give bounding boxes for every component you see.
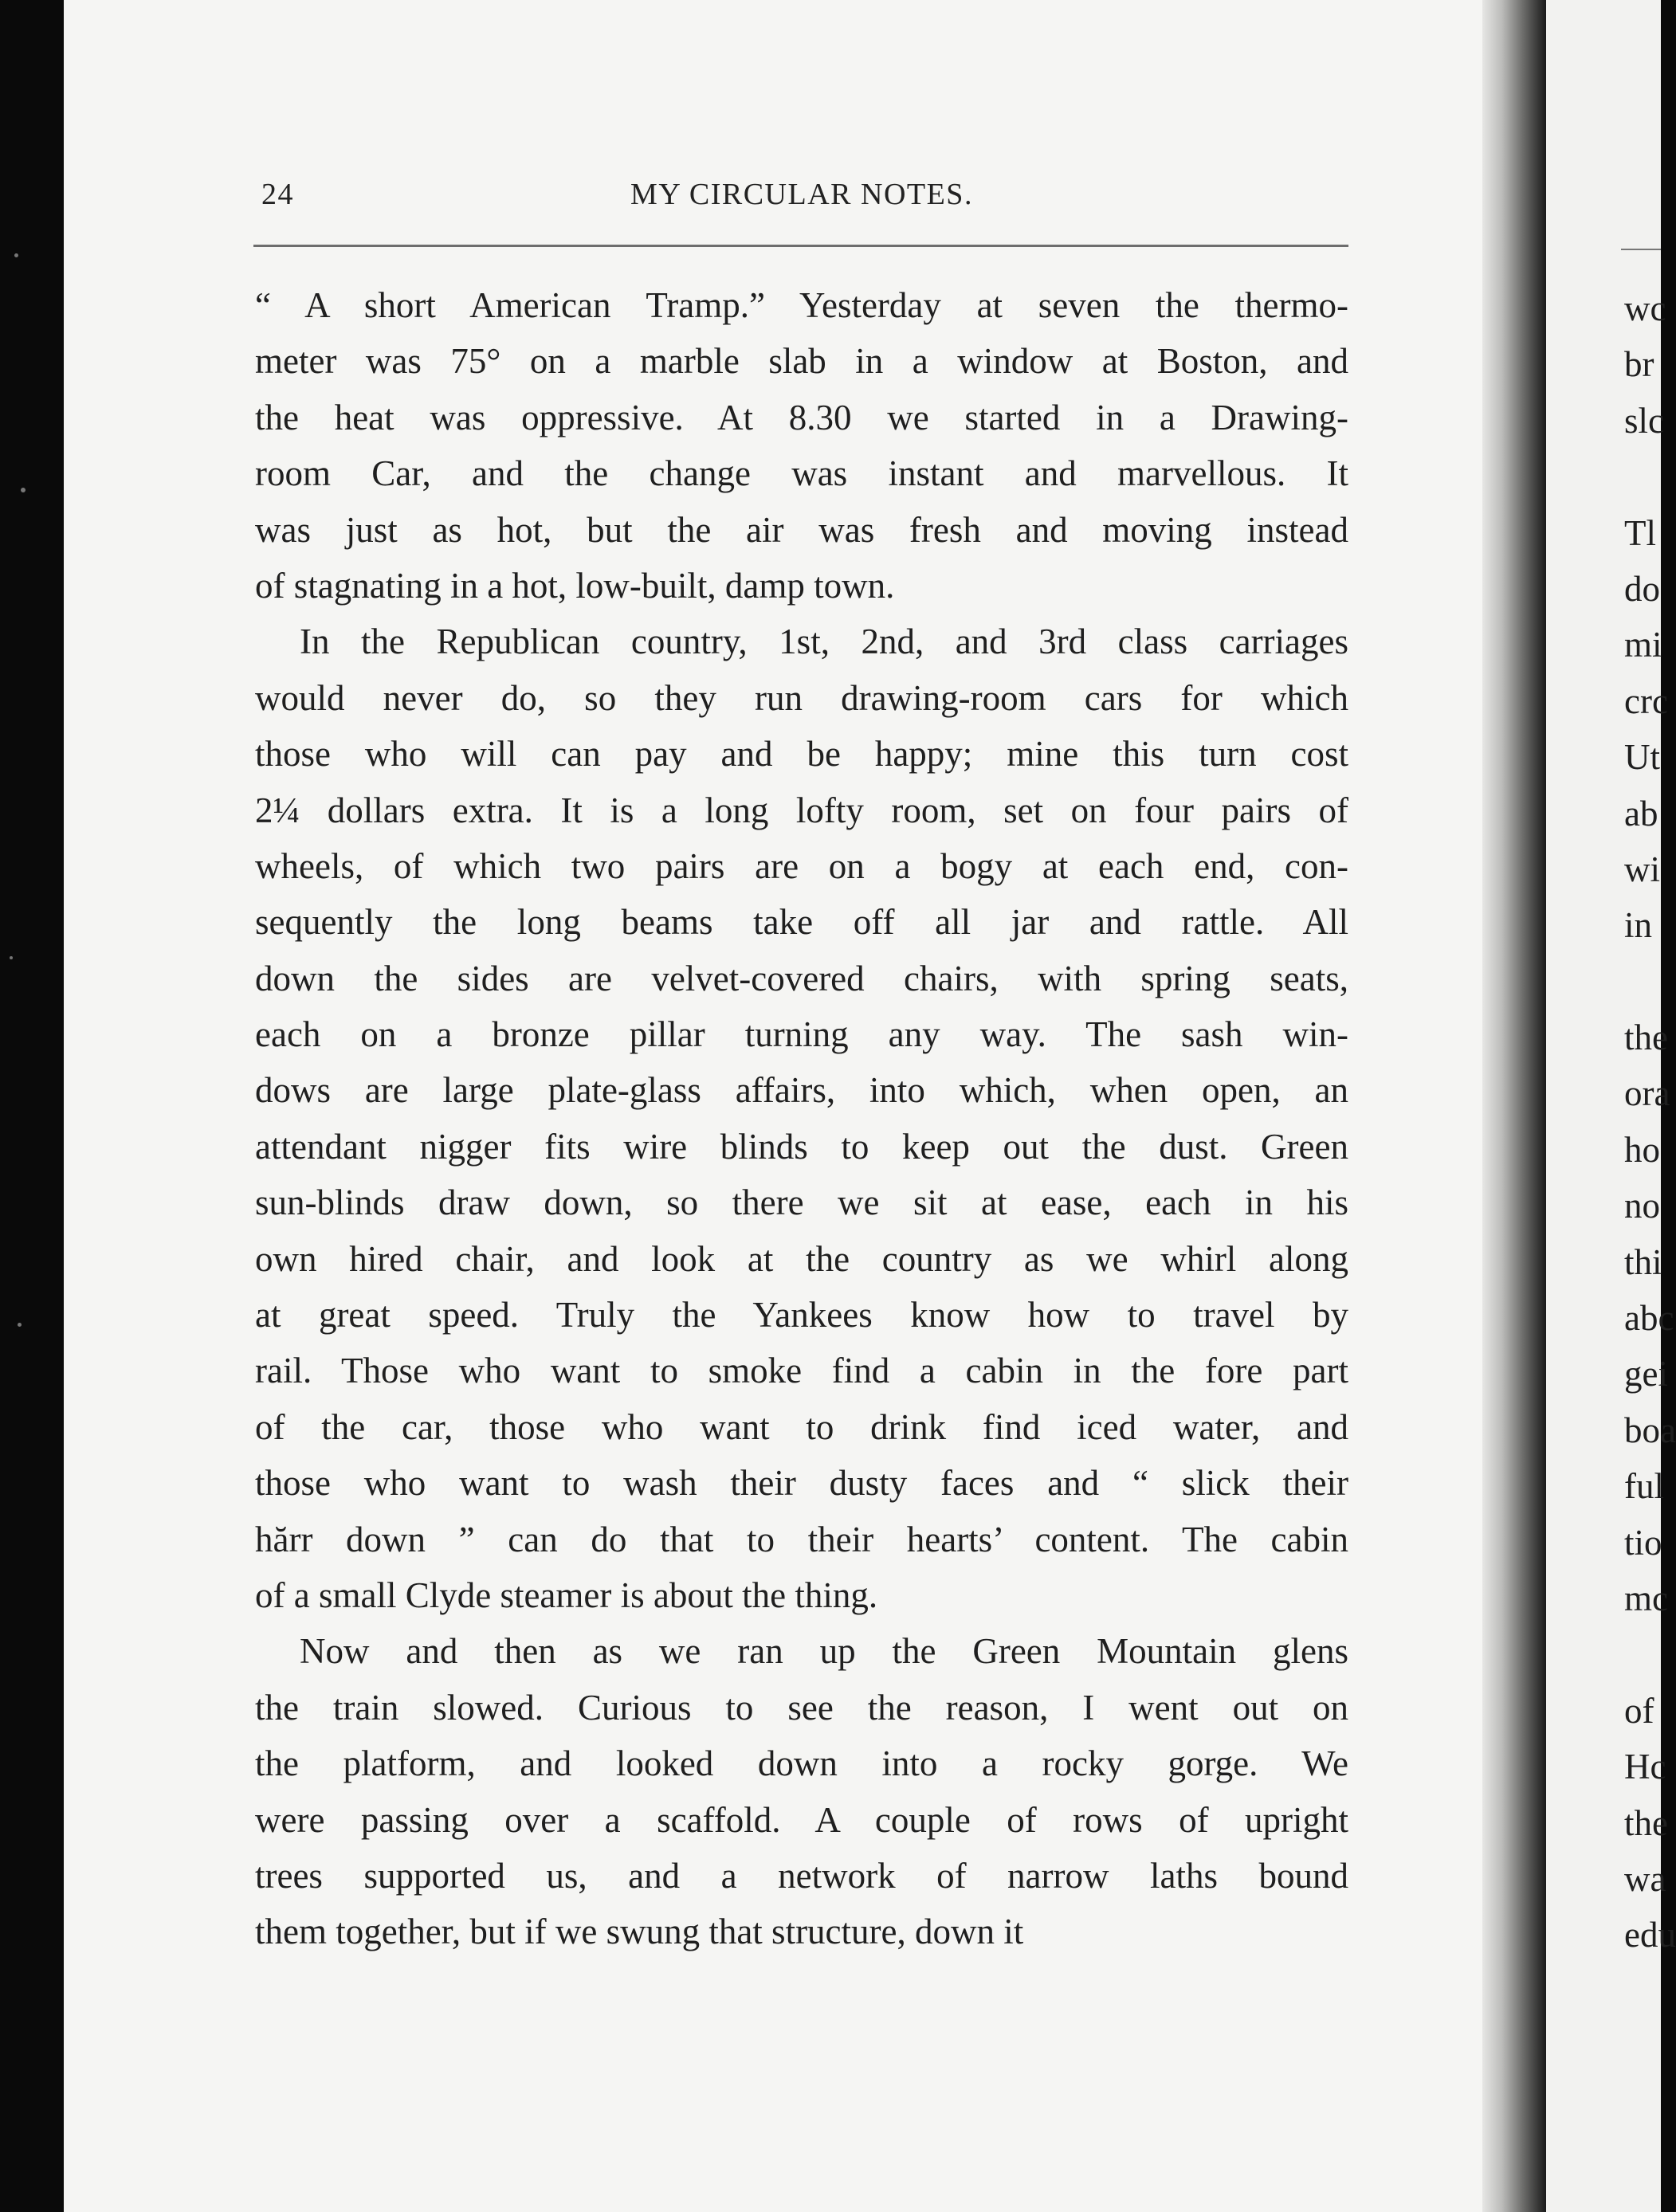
facing-page-fragment: mc — [1624, 1578, 1668, 1618]
facing-page-fragment — [1624, 1626, 1676, 1682]
text-line: sequently the long beams take off all jar and rattle. All — [255, 902, 1348, 943]
scan-speck — [18, 1323, 22, 1327]
facing-page-fragment: in — [1624, 905, 1653, 946]
facing-page-fragment: tio — [1624, 1522, 1662, 1563]
facing-page-fragment: wi — [1624, 849, 1660, 889]
facing-page-fragment: crc — [1624, 680, 1668, 721]
facing-page-fragment: abc — [1624, 1298, 1674, 1339]
facing-page-fragment: no — [1624, 1186, 1660, 1226]
text-line: the platform, and looked down into a rocky gorge. We — [255, 1743, 1348, 1784]
text-line: Now and then as we ran up the Green Mountain glens — [300, 1631, 1348, 1672]
text-line: dows are large plate-glass affairs, into which, when open, an — [255, 1070, 1348, 1111]
text-line: them together, but if we swung that structure, down it — [255, 1912, 1024, 1952]
text-line: down the sides are velvet-covered chairs, with spring seats, — [255, 958, 1348, 998]
body-text — [255, 277, 1348, 1960]
facing-page-fragment: Ut — [1624, 737, 1660, 778]
text-line: the heat was oppressive. At 8.30 we started in a Drawing- — [255, 397, 1348, 437]
text-line: meter was 75° on a marble slab in a window at Boston, and — [255, 341, 1348, 382]
facing-page-fragment: gei — [1624, 1354, 1668, 1394]
facing-page-fragment: boa — [1624, 1410, 1676, 1450]
header-rule — [253, 245, 1348, 247]
text-line: trees supported us, and a network of narrow laths bound — [255, 1855, 1348, 1896]
text-line: would never do, so they run drawing-room cars for which — [255, 677, 1348, 718]
text-line: rail. Those who want to smoke find a cabin in the fore part — [255, 1351, 1348, 1391]
paragraph — [255, 1623, 1348, 1959]
scan-speck — [21, 488, 26, 492]
text-line: those who will can pay and be happy; mine this turn cost — [255, 734, 1348, 775]
text-line: own hired chair, and look at the country as we whirl along — [255, 1238, 1348, 1279]
text-line: In the Republican country, 1st, 2nd, and 3rd class carriages — [300, 622, 1348, 662]
facing-page-fragment: ora — [1624, 1073, 1670, 1114]
facing-page-text — [1624, 280, 1676, 1963]
page-number: 24 — [261, 178, 294, 211]
running-title: MY CIRCULAR NOTES. — [630, 178, 973, 211]
paragraph — [255, 614, 1348, 1623]
book-gutter — [1482, 0, 1546, 2212]
facing-page-fragment — [1624, 449, 1676, 504]
text-line: at great speed. Truly the Yankees know how to travel by — [255, 1295, 1348, 1335]
facing-page-fragment: thi — [1624, 1241, 1662, 1282]
facing-page-fragment — [1624, 954, 1676, 1010]
text-line: “ A short American Tramp.” Yesterday at seven the thermo- — [255, 285, 1348, 325]
facing-page-fragment: ab — [1624, 793, 1658, 833]
text-line: the train slowed. Curious to see the reason, I went out on — [255, 1687, 1348, 1728]
facing-page-fragment: slc — [1624, 400, 1664, 441]
text-line: room Car, and the change was instant and marvellous. It — [255, 453, 1348, 494]
facing-page-fragment: do — [1624, 568, 1660, 609]
facing-page-fragment: ho — [1624, 1129, 1660, 1170]
facing-page — [1546, 0, 1676, 2212]
text-line: of the car, those who want to drink find iced water, and — [255, 1406, 1348, 1447]
running-head — [255, 177, 1348, 222]
facing-page-fragment: wa — [1624, 1858, 1666, 1899]
scan-speck — [14, 253, 18, 257]
text-line: attendant nigger fits wire blinds to keep out the dust. Green — [255, 1126, 1348, 1167]
text-line: each on a bronze pillar turning any way. The sash win- — [255, 1014, 1348, 1055]
facing-page-fragment: the — [1624, 1018, 1668, 1058]
text-line: were passing over a scaffold. A couple of rows of upright — [255, 1799, 1348, 1840]
facing-page-fragment: Tl — [1624, 512, 1656, 553]
facing-page-fragment: edu — [1624, 1915, 1676, 1955]
facing-page-fragment: wc — [1624, 288, 1666, 328]
facing-page-rule — [1621, 249, 1661, 250]
facing-page-fragment: of — [1624, 1690, 1654, 1731]
facing-page-fragment: the — [1624, 1802, 1668, 1843]
scan-speck — [10, 956, 13, 959]
text-line: wheels, of which two pairs are on a bogy at each end, con- — [255, 845, 1348, 886]
facing-page-fragment: ful — [1624, 1466, 1664, 1507]
text-line: of stagnating in a hot, low-built, damp town. — [255, 565, 895, 606]
facing-page-fragment: Hc — [1624, 1747, 1666, 1787]
text-line: 2¼ dollars extra. It is a long lofty room, set on four pairs of — [255, 790, 1348, 830]
facing-page-fragment: mi — [1624, 625, 1662, 665]
text-line: hărr down ” can do that to their hearts’ content. The cabin — [255, 1519, 1348, 1559]
text-line: sun-blinds draw down, so there we sit at ease, each in his — [255, 1182, 1348, 1223]
facing-page-fragment: br — [1624, 344, 1654, 385]
text-line: of a small Clyde steamer is about the thing. — [255, 1575, 878, 1615]
paragraph — [255, 277, 1348, 614]
text-line: was just as hot, but the air was fresh and moving instead — [255, 509, 1348, 550]
text-line: those who want to wash their dusty faces and “ slick their — [255, 1463, 1348, 1504]
